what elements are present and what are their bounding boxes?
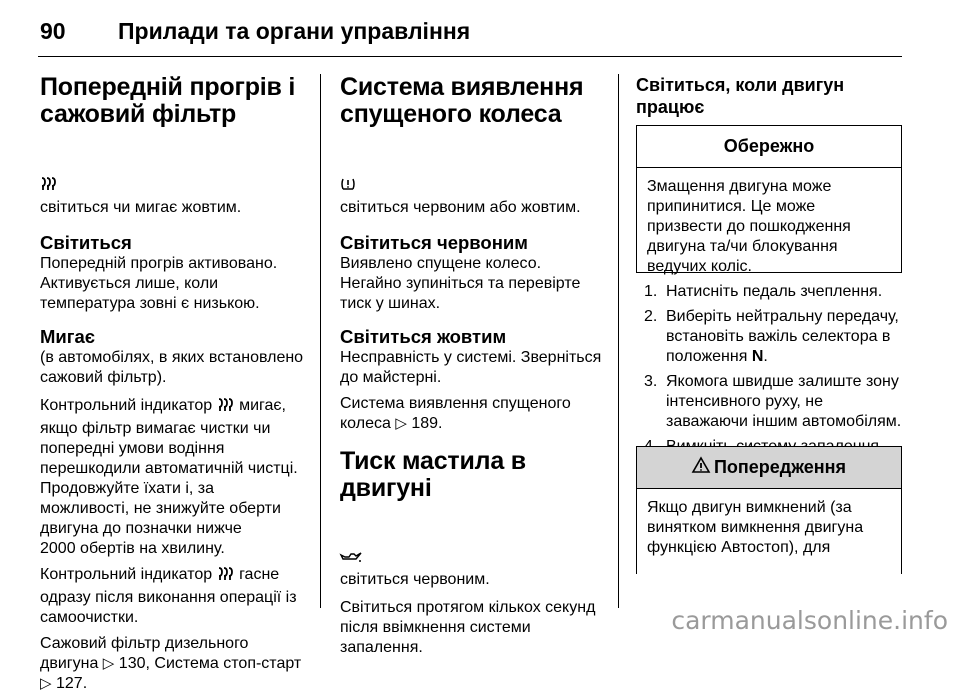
glow-plug-coil-icon — [217, 397, 235, 419]
warning-header — [637, 447, 901, 489]
subheading-lit-red: Світиться червоним — [340, 232, 528, 253]
tyre-pressure-icon — [340, 156, 356, 198]
page-reference-arrow-icon: ▷ — [102, 655, 115, 672]
page-reference-arrow-icon: ▷ — [395, 415, 407, 432]
step-text-part: Виберіть нейтральну передачу, встановіть важіль селектора в положення — [666, 308, 899, 365]
glow-plug-intro-text: світиться чи мигає жовтим. — [40, 199, 242, 216]
glow-plug-coil-icon — [40, 156, 58, 198]
subheading-lit-yellow: Світиться жовтим — [340, 326, 507, 347]
section-heading-tyre: Система виявлення спущеного колеса — [340, 73, 584, 128]
indicator-off-paragraph — [40, 565, 310, 628]
tyre-reference-link[interactable]: 189. — [411, 415, 443, 432]
caution-box — [636, 125, 902, 273]
lit-red-description: Виявлено спущене колесо. Негайно зупиніться та перевірте тиск у шинах. — [340, 255, 581, 312]
column-divider-2 — [618, 74, 619, 608]
list-item — [644, 307, 902, 367]
indicator-flashing-paragraph — [40, 396, 310, 559]
warning-title: Попередження — [713, 457, 847, 477]
oil-intro — [340, 510, 610, 590]
reference-link-1[interactable]: 130, Система стоп-старт — [118, 655, 302, 672]
list-item — [644, 372, 902, 432]
glow-plug-intro — [40, 136, 310, 218]
caution-title: Обережно — [637, 126, 901, 168]
lit-description: Попередній прогрів активовано. Активується лише, коли температура зовні є низькою. — [40, 255, 278, 312]
oil-description: Світиться протягом кількох секунд після ввімкнення системи запалення. — [340, 599, 596, 656]
reference-paragraph — [40, 634, 310, 694]
oil-can-icon — [340, 530, 362, 570]
section-heading-oil: Тиск мастила в двигуні — [340, 447, 526, 502]
column-glow-plug — [40, 74, 310, 694]
subheading-flashing: Мигає — [40, 326, 95, 347]
header-divider — [38, 56, 902, 57]
oil-intro-text: світиться червоним. — [340, 571, 490, 588]
tyre-intro-text: світиться червоним або жовтим. — [340, 199, 581, 216]
watermark: carmanualsonline.info — [671, 606, 948, 635]
step-number: 3. — [644, 373, 658, 390]
subheading-lit: Світиться — [40, 232, 132, 253]
lit-yellow-description: Несправність у системі. Зверніться до майстерні. — [340, 349, 602, 386]
step-text: Натисніть педаль зчеплення. — [666, 283, 883, 300]
page-reference-arrow-icon: ▷ — [40, 675, 52, 692]
step-text-end: . — [763, 348, 768, 365]
warning-text: Якщо двигун вимкнений (за винятком вимкнення двигуна функцією Автостоп), для — [647, 499, 864, 556]
section-heading-glow-plug: Попередній прогрів і сажовий фільтр — [40, 73, 296, 128]
caution-text: Змащення двигуна може припинитися. Це може призвести до пошкодження двигуна та/чи блокування ведучих коліс. — [647, 178, 851, 275]
reference-link-2[interactable]: 127. — [56, 675, 88, 692]
gear-position-label: N — [751, 348, 764, 365]
warning-box — [636, 446, 902, 556]
flashing-description: (в автомобілях, в яких встановлено сажовий фільтр). — [40, 349, 304, 386]
page-number: 90 — [40, 17, 66, 44]
step-number: 2. — [644, 308, 658, 325]
steps-list — [644, 282, 902, 462]
indicator-text-b: мигає, якщо фільтр вимагає чистки чи попередні умови водіння перешкодили автоматичній чистці. Продовжуйте їхати і, за можливості, не знижуйте оберти двигуна до позначки нижче 2000 обертів на хвилину. — [40, 397, 298, 557]
warning-box-continuation — [636, 556, 902, 574]
column-divider-1 — [320, 74, 321, 608]
tyre-intro — [340, 136, 610, 218]
reference-text-a: Сажовий фільтр дизельного двигуна — [40, 635, 249, 672]
indicator-off-text-b: гасне одразу після виконання операції із самоочистки. — [40, 566, 297, 626]
list-item — [644, 282, 902, 302]
tyre-reference-text: Система виявлення спущеного колеса — [340, 395, 571, 432]
indicator-off-text-a: Контрольний індикатор — [40, 566, 213, 583]
subheading-engine-running: Світиться, коли двигун працює — [636, 75, 845, 117]
column-tyre-pressure — [340, 74, 610, 658]
step-text — [666, 307, 899, 367]
glow-plug-coil-icon — [217, 566, 235, 588]
column-engine-running — [636, 74, 902, 118]
page-header — [40, 14, 470, 48]
warning-triangle-icon — [692, 457, 710, 478]
tyre-reference-paragraph — [340, 394, 610, 434]
step-text: Якомога швидше залиште зону інтенсивного руху, не заважаючи іншим автомобілям. — [666, 373, 902, 430]
indicator-text-a: Контрольний індикатор — [40, 397, 213, 414]
page-title: Прилади та органи управління — [118, 17, 471, 44]
step-number: 1. — [644, 283, 658, 300]
